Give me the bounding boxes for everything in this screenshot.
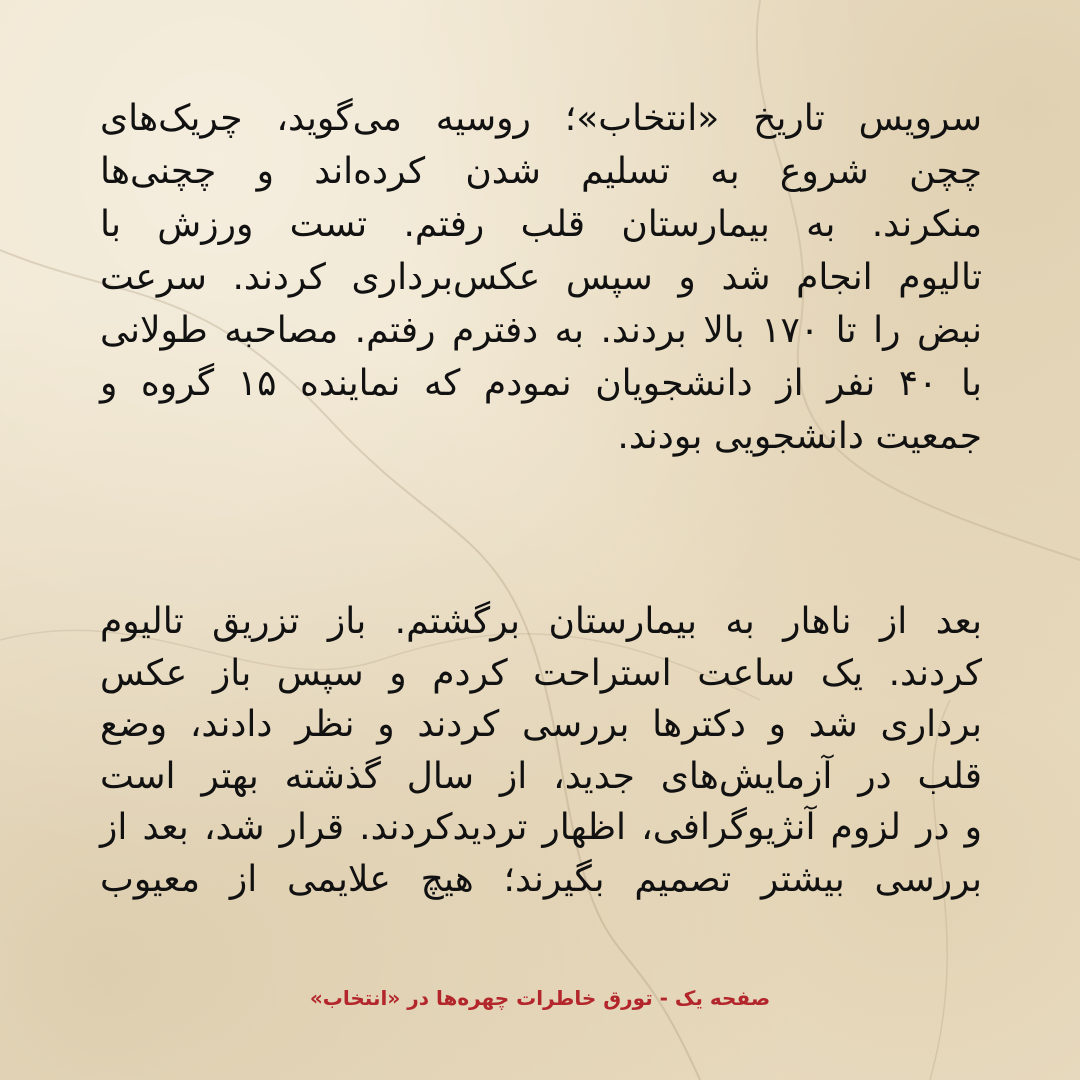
text-line: جمعیت دانشجویی بودند. bbox=[617, 416, 982, 457]
text-line: برداری شد و دکترها بررسی کردند و نظر دادند، وضع bbox=[100, 704, 982, 745]
text-line: بررسی بیشتر تصمیم بگیرند؛ هیچ علایمی از معیوب bbox=[100, 858, 982, 900]
text-line: کردند. یک ساعت استراحت کردم و سپس باز عکس bbox=[100, 652, 982, 694]
paragraph-2 bbox=[100, 596, 982, 905]
paragraph-1 bbox=[100, 92, 982, 463]
text-line: تالیوم انجام شد و سپس عکس‌برداری کردند. سرعت bbox=[100, 257, 982, 298]
text-line: و در لزوم آنژیوگرافی، اظهار تردیدکردند. قرار شد، بعد از bbox=[100, 807, 982, 848]
text-line: قلب در آزمایش‌های جدید، از سال گذشته بهتر است bbox=[100, 755, 982, 797]
page-footer-caption: صفحه یک - تورق خاطرات چهره‌ها در «انتخاب» bbox=[309, 986, 771, 1010]
text-line: سرویس تاریخ «انتخاب»؛ روسیه می‌گوید، چریک‌های bbox=[100, 98, 982, 139]
text-line: بعد از ناهار به بیمارستان برگشتم. باز تزریق تالیوم bbox=[100, 601, 982, 642]
text-line: نبض را تا ۱۷۰ بالا بردند. به دفترم رفتم. مصاحبه طولانی bbox=[100, 310, 982, 351]
text-line: منکرند. به بیمارستان قلب رفتم. تست ورزش با bbox=[100, 204, 982, 245]
text-line: چچن شروع به تسلیم شدن کرده‌اند و چچنی‌ها bbox=[100, 151, 982, 192]
text-line: با ۴۰ نفر از دانشجویان نمودم که نماینده ۱۵ گروه و bbox=[100, 363, 982, 404]
